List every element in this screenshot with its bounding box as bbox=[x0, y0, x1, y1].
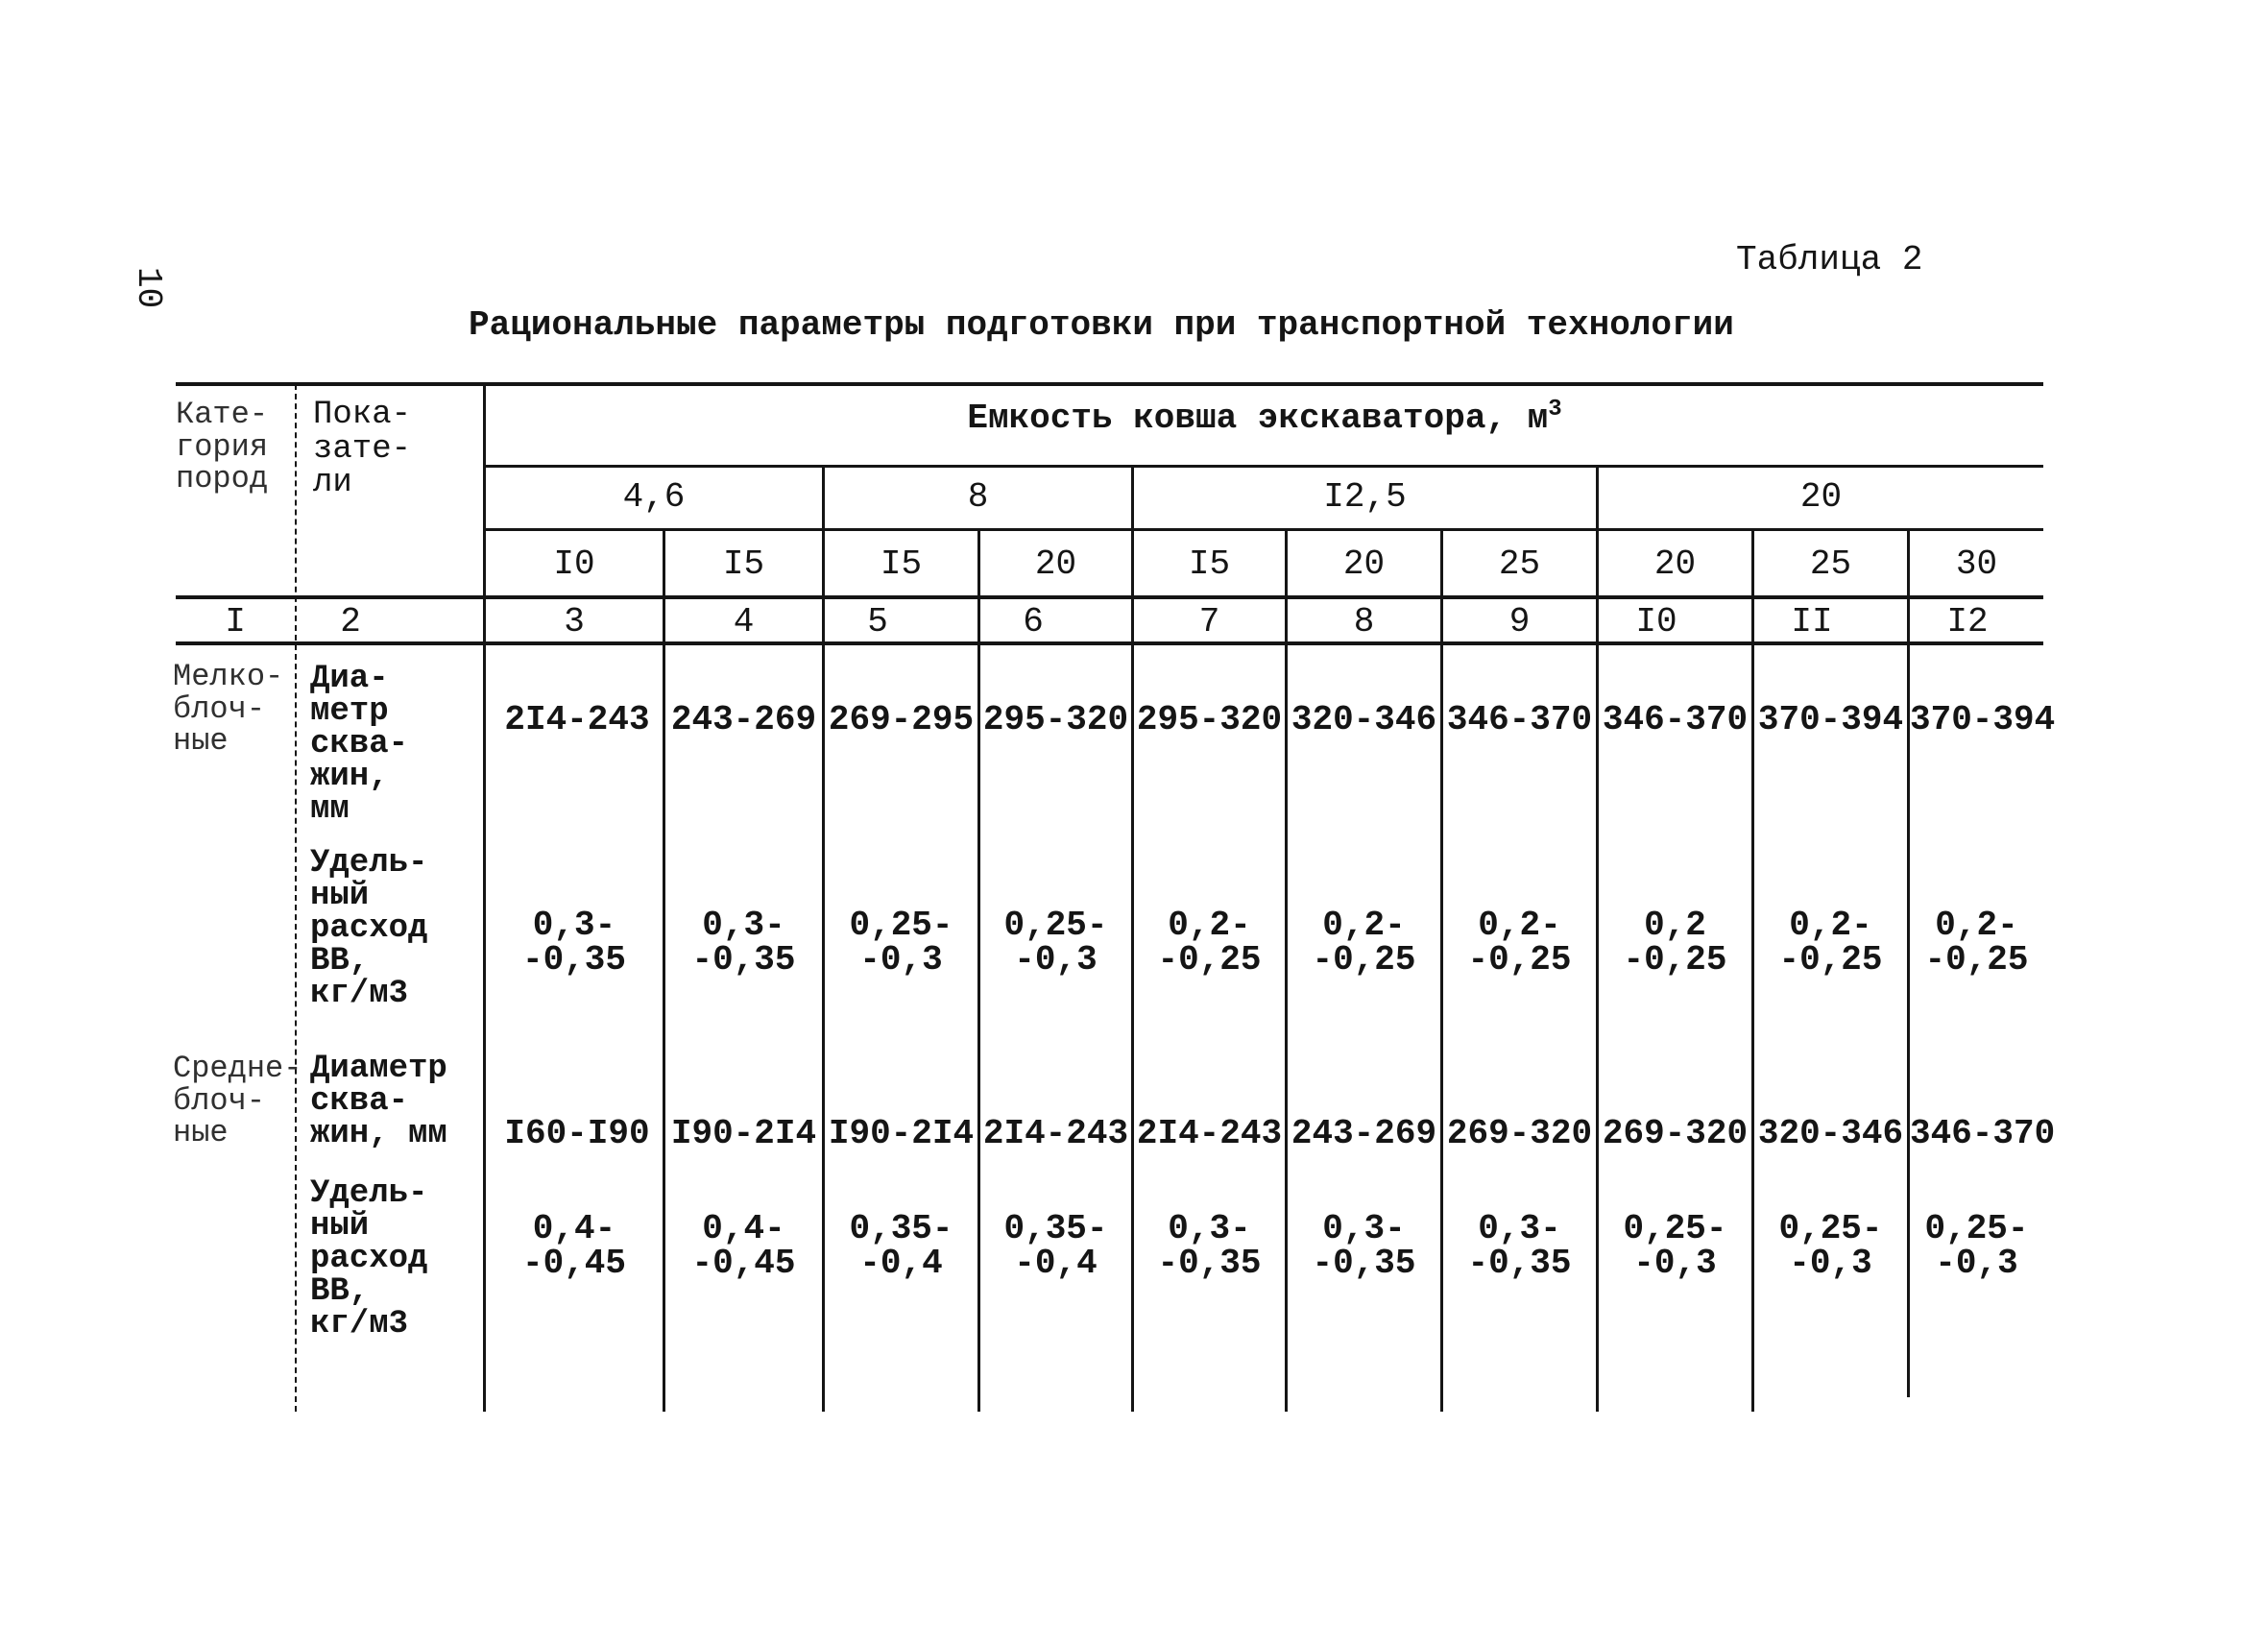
column-number: I0 bbox=[1635, 602, 1677, 641]
column-number: 4 bbox=[733, 602, 755, 641]
diameter-value: 243-269 bbox=[670, 700, 817, 739]
subcolumn-value: 20 bbox=[1342, 544, 1386, 584]
consumption-value: 0,25- -0,3 bbox=[1924, 1209, 2029, 1283]
diameter-value: 346-370 bbox=[1910, 1114, 2056, 1153]
consumption-value: 0,3- -0,35 bbox=[1157, 1209, 1262, 1283]
capacity-value: 4,6 bbox=[622, 477, 686, 517]
column-number: I2 bbox=[1946, 602, 1989, 641]
consumption-value: 0,2- -0,25 bbox=[1467, 906, 1572, 980]
column-number: 8 bbox=[1353, 602, 1375, 641]
diameter-value: I90-2I4 bbox=[828, 1114, 975, 1153]
consumption-value: 0,2- -0,25 bbox=[1924, 906, 2029, 980]
consumption-value: 0,25- -0,3 bbox=[1778, 1209, 1883, 1283]
column-number: 3 bbox=[564, 602, 585, 641]
diameter-value: 269-295 bbox=[828, 700, 975, 739]
consumption-value: 0,2- -0,25 bbox=[1157, 906, 1262, 980]
consumption-value: 0,4- -0,45 bbox=[521, 1209, 627, 1283]
diameter-value: 269-320 bbox=[1446, 1114, 1593, 1153]
rule-header-bottom bbox=[176, 595, 2043, 599]
subcolumn-value: 20 bbox=[1034, 544, 1077, 584]
diameter-value: 2I4-243 bbox=[504, 700, 650, 739]
diameter-value: 370-394 bbox=[1910, 700, 2056, 739]
column-number: 5 bbox=[867, 602, 888, 641]
consumption-value: 0,35- -0,4 bbox=[1003, 1209, 1108, 1283]
capacity-value: 20 bbox=[1799, 477, 1843, 517]
subcolumn-value: 30 bbox=[1955, 544, 1998, 584]
subcolumn-value: I5 bbox=[722, 544, 765, 584]
capacity-label: Емкость ковша экскаватора, м bbox=[967, 399, 1549, 438]
diameter-value: 269-320 bbox=[1602, 1114, 1749, 1153]
category-label: Мелко- блоч- ные bbox=[173, 659, 284, 760]
subcolumn-value: I5 bbox=[880, 544, 923, 584]
capacity-value: 8 bbox=[967, 477, 989, 517]
capacity-unit-exponent: 3 bbox=[1548, 397, 1562, 423]
column-number: I bbox=[225, 602, 246, 641]
consumption-value: 0,2- -0,25 bbox=[1312, 906, 1416, 980]
rule-capacity-values-bottom bbox=[486, 528, 2043, 531]
subcolumn-value: 20 bbox=[1653, 544, 1697, 584]
indicator-label: Диаметр сква- жин, мм bbox=[310, 1051, 447, 1152]
subcolumn-value: I5 bbox=[1188, 544, 1231, 584]
subcolumn-value: 25 bbox=[1498, 544, 1541, 584]
capacity-value: I2,5 bbox=[1323, 477, 1407, 517]
category-label: Средне- блоч- ные bbox=[173, 1051, 302, 1151]
page-number: 10 bbox=[129, 267, 168, 309]
consumption-value: 0,3- -0,35 bbox=[1312, 1209, 1416, 1283]
subcolumn-value: 25 bbox=[1809, 544, 1852, 584]
consumption-value: 0,25- -0,3 bbox=[849, 906, 953, 980]
indicator-label: Диа- метр сква- жин, мм bbox=[310, 661, 409, 828]
rule-top bbox=[176, 382, 2043, 386]
column-number: 6 bbox=[1023, 602, 1044, 641]
header-category: Кате- гория пород bbox=[176, 397, 269, 497]
consumption-value: 0,35- -0,4 bbox=[849, 1209, 953, 1283]
consumption-value: 0,3- -0,35 bbox=[1467, 1209, 1572, 1283]
rule-numbers-bottom bbox=[176, 641, 2043, 645]
consumption-value: 0,2- -0,25 bbox=[1778, 906, 1883, 980]
divider-category bbox=[295, 384, 297, 1412]
diameter-value: 2I4-243 bbox=[1136, 1114, 1283, 1153]
consumption-value: 0,3- -0,35 bbox=[691, 906, 796, 980]
column-number: 2 bbox=[340, 602, 361, 641]
column-number: 9 bbox=[1508, 602, 1531, 641]
indicator-label: Удель- ный расход ВВ, кг/м3 bbox=[310, 1175, 428, 1343]
diameter-value: I60-I90 bbox=[504, 1114, 650, 1153]
diameter-value: 320-346 bbox=[1291, 700, 1437, 739]
diameter-value: 320-346 bbox=[1757, 1114, 1904, 1153]
column-number: 7 bbox=[1198, 602, 1220, 641]
indicator-label: Удель- ный расход ВВ, кг/м3 bbox=[310, 845, 428, 1012]
diameter-value: 295-320 bbox=[982, 700, 1129, 739]
subcolumn-value: I0 bbox=[553, 544, 595, 584]
diameter-value: 346-370 bbox=[1602, 700, 1749, 739]
header-indicators: Пока- зате- ли bbox=[313, 397, 412, 502]
diameter-value: 346-370 bbox=[1446, 700, 1593, 739]
consumption-value: 0,3- -0,35 bbox=[521, 906, 627, 980]
consumption-value: 0,25- -0,3 bbox=[1623, 1209, 1727, 1283]
capacity-header bbox=[486, 399, 2043, 436]
diameter-value: I90-2I4 bbox=[670, 1114, 817, 1153]
diameter-value: 243-269 bbox=[1291, 1114, 1437, 1153]
table-label: Таблица 2 bbox=[1736, 240, 1923, 279]
consumption-value: 0,2 -0,25 bbox=[1623, 906, 1727, 980]
diameter-value: 370-394 bbox=[1757, 700, 1904, 739]
rule-capacity-bottom bbox=[486, 465, 2043, 468]
consumption-value: 0,4- -0,45 bbox=[691, 1209, 796, 1283]
consumption-value: 0,25- -0,3 bbox=[1003, 906, 1108, 980]
table-title: Рациональные параметры подготовки при транспортной технологии bbox=[469, 305, 1734, 345]
column-number: II bbox=[1791, 602, 1833, 641]
diameter-value: 295-320 bbox=[1136, 700, 1283, 739]
diameter-value: 2I4-243 bbox=[982, 1114, 1129, 1153]
